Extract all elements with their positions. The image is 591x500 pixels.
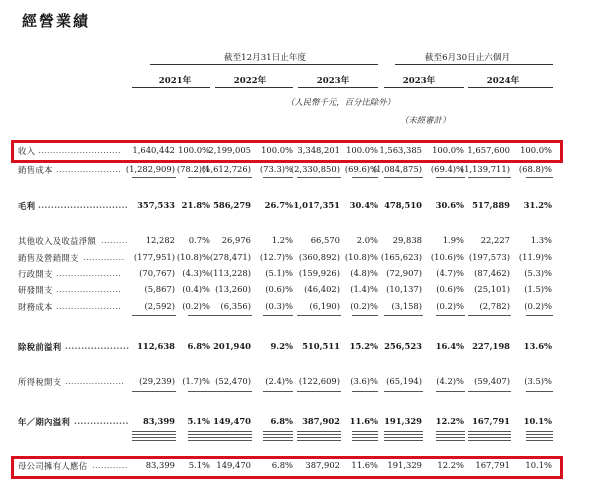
cell: 517,889 xyxy=(472,200,510,210)
cell: (4.3)% xyxy=(182,268,210,278)
cell: 149,470 xyxy=(213,416,251,426)
row-label: 年／期內溢利 xyxy=(18,417,71,427)
underline xyxy=(526,315,553,316)
cell: (278,471) xyxy=(209,252,251,262)
cell: (0.4)% xyxy=(182,284,210,294)
cell: 3,348,201 xyxy=(297,145,340,155)
cell: 478,510 xyxy=(384,200,422,210)
cell: 5.1% xyxy=(187,416,210,426)
underline xyxy=(436,177,465,178)
cell: (2,782) xyxy=(479,301,510,311)
cell: 1,657,600 xyxy=(467,145,510,155)
leader-dots: .................... xyxy=(65,376,125,386)
underline xyxy=(352,315,378,316)
cell: (197,573) xyxy=(468,252,510,262)
group-header-fiscal-year: 截至12月31日止年度 xyxy=(223,53,307,63)
underline xyxy=(468,177,511,178)
cell: (2,592) xyxy=(144,301,175,311)
cell: (6,356) xyxy=(220,301,251,311)
cell: (1.4)% xyxy=(350,284,378,294)
cell: (1,612,726) xyxy=(201,164,251,174)
cell: 12,282 xyxy=(145,235,175,245)
cell: (69.4)% xyxy=(430,164,464,174)
row-label: 銷售及營銷開支 xyxy=(18,253,79,263)
cell: 9.2% xyxy=(270,341,293,351)
cell: (1,139,711) xyxy=(460,164,510,174)
cell: (5.3)% xyxy=(524,268,552,278)
cell: 256,523 xyxy=(384,341,422,351)
double-underline xyxy=(132,437,176,441)
year-header-2023: 2023年 xyxy=(316,76,350,86)
cell: (5,867) xyxy=(144,284,175,294)
double-underline xyxy=(297,431,341,435)
cell: 30.6% xyxy=(435,200,464,210)
cell: 26,976 xyxy=(221,235,251,245)
cell: 1,640,442 xyxy=(132,145,175,155)
double-underline xyxy=(468,431,511,435)
cell: (122,609) xyxy=(298,376,340,386)
table-row-finance-costs xyxy=(0,301,591,313)
table-row-profit-for-period xyxy=(0,416,591,428)
cell: 149,470 xyxy=(216,460,251,470)
double-underline xyxy=(297,437,341,441)
cell: 0.7% xyxy=(188,235,210,245)
underline xyxy=(188,177,211,178)
row-label: 除稅前溢利 xyxy=(18,342,62,352)
cell: (0.2)% xyxy=(182,301,210,311)
double-underline xyxy=(526,437,553,441)
underline xyxy=(132,177,176,178)
cell: (6,190) xyxy=(309,301,340,311)
leader-dots: .............. xyxy=(83,252,125,262)
attributable-highlight-box xyxy=(11,456,563,479)
underline xyxy=(188,391,211,392)
cell: 66,570 xyxy=(310,235,340,245)
table-row-income-tax xyxy=(0,376,591,388)
cell: (177,951) xyxy=(133,252,175,262)
underline xyxy=(352,391,378,392)
year-header-2023-h1: 2023年 xyxy=(402,76,436,86)
underline xyxy=(526,391,553,392)
cell: 26.7% xyxy=(264,200,293,210)
row-label: 銷售成本 xyxy=(18,165,53,175)
leader-dots: ................. xyxy=(74,416,129,426)
cell: (0.2)% xyxy=(524,301,552,311)
cell: 10.1% xyxy=(523,416,552,426)
underline xyxy=(436,391,465,392)
cell: 2.0% xyxy=(356,235,378,245)
underline xyxy=(132,391,176,392)
cell: (1,084,875) xyxy=(372,164,422,174)
cell: 21.8% xyxy=(181,200,210,210)
year-rule-5 xyxy=(468,87,553,88)
cell: (68.8)% xyxy=(518,164,552,174)
underline xyxy=(210,391,252,392)
year-rule-2 xyxy=(215,87,293,88)
cell: (3.5)% xyxy=(524,376,552,386)
cell: 357,533 xyxy=(137,200,175,210)
underline xyxy=(436,315,465,316)
cell: 1,017,351 xyxy=(293,200,340,210)
underline xyxy=(132,315,176,316)
cell: 11.6% xyxy=(351,460,378,470)
cell: (165,623) xyxy=(380,252,422,262)
page-title: 經營業績 xyxy=(22,12,91,30)
year-header-2022: 2022年 xyxy=(233,76,267,86)
cell: 227,198 xyxy=(472,341,510,351)
double-underline xyxy=(352,431,378,435)
year-header-2024-h1: 2024年 xyxy=(486,76,520,86)
row-label: 母公司擁有人應佔 xyxy=(18,461,88,471)
leader-dots: .................... xyxy=(65,341,130,351)
cell: 6.8% xyxy=(271,460,293,470)
cell: (360,892) xyxy=(298,252,340,262)
cell: (72,907) xyxy=(386,268,422,278)
double-underline xyxy=(263,431,293,435)
cell: (159,926) xyxy=(298,268,340,278)
cell: 191,329 xyxy=(387,460,422,470)
leader-dots: ...................... xyxy=(56,268,122,278)
cell: (73.3)% xyxy=(259,164,293,174)
double-underline xyxy=(526,431,553,435)
row-label: 所得稅開支 xyxy=(18,377,62,387)
leader-dots: ...................... xyxy=(56,301,122,311)
cell: (87,462) xyxy=(474,268,510,278)
row-label: 財務成本 xyxy=(18,302,53,312)
cell: 10.1% xyxy=(525,460,552,470)
double-underline xyxy=(436,431,465,435)
cell: (10,137) xyxy=(386,284,422,294)
cell: (46,402) xyxy=(304,284,340,294)
table-row-profit-before-tax xyxy=(0,341,591,353)
double-underline xyxy=(210,431,252,435)
year-rule-3 xyxy=(298,87,378,88)
cell: 167,791 xyxy=(472,416,510,426)
cell: (70,767) xyxy=(139,268,175,278)
underline xyxy=(263,391,293,392)
cell: (113,228) xyxy=(209,268,251,278)
cell: 1.2% xyxy=(271,235,293,245)
double-underline xyxy=(132,431,176,435)
cell: 387,902 xyxy=(305,460,340,470)
row-label: 毛利 xyxy=(18,201,36,211)
underline xyxy=(210,315,252,316)
cell: (0.6)% xyxy=(436,284,464,294)
row-label: 其他收入及收益淨額 xyxy=(18,236,97,246)
cell: (65,194) xyxy=(386,376,422,386)
cell: (0.3)% xyxy=(265,301,293,311)
leader-dots: ............................ xyxy=(38,200,129,210)
cell: 11.6% xyxy=(349,416,378,426)
cell: (59,407) xyxy=(474,376,510,386)
cell: (2.4)% xyxy=(265,376,293,386)
cell: (4.7)% xyxy=(436,268,464,278)
underline xyxy=(384,177,423,178)
cell: (69.6)% xyxy=(344,164,378,174)
cell: (4.2)% xyxy=(436,376,464,386)
underline xyxy=(384,315,423,316)
table-row-admin-expenses xyxy=(0,268,591,280)
double-underline xyxy=(384,431,423,435)
cell: (10.6)% xyxy=(430,252,464,262)
row-label: 研發開支 xyxy=(18,285,53,295)
double-underline xyxy=(468,437,511,441)
cell: 1,563,385 xyxy=(379,145,422,155)
cell: 100.0% xyxy=(432,145,464,155)
underline xyxy=(468,391,511,392)
cell: (1,282,909) xyxy=(125,164,175,174)
cell: 31.2% xyxy=(523,200,552,210)
table-row-other-income xyxy=(0,235,591,247)
double-underline xyxy=(263,437,293,441)
cell: (3,158) xyxy=(391,301,422,311)
cell: (2,330,850) xyxy=(290,164,340,174)
underline xyxy=(526,177,553,178)
leader-dots: ......... xyxy=(101,235,128,245)
underline xyxy=(297,391,341,392)
table-row-selling-expenses xyxy=(0,252,591,264)
cell: (0.2)% xyxy=(350,301,378,311)
cell: 112,638 xyxy=(137,341,175,351)
cell: 22,227 xyxy=(480,235,510,245)
underline xyxy=(384,391,423,392)
year-rule-1 xyxy=(132,87,210,88)
group-rule-h1 xyxy=(395,64,553,65)
group-header-six-months: 截至6月30日止六個月 xyxy=(424,53,511,63)
cell: (10.8)% xyxy=(344,252,378,262)
year-rule-4 xyxy=(384,87,464,88)
cell: (52,470) xyxy=(215,376,251,386)
cell: 6.8% xyxy=(270,416,293,426)
cell: 5.1% xyxy=(188,460,210,470)
group-rule-fy xyxy=(150,64,378,65)
table-row-cost-of-sales xyxy=(0,164,591,176)
cell: 1.3% xyxy=(530,235,552,245)
cell: (11.9)% xyxy=(518,252,552,262)
cell: (4.8)% xyxy=(350,268,378,278)
cell: (78.2)% xyxy=(176,164,210,174)
cell: 13.6% xyxy=(523,341,552,351)
cell: 29,838 xyxy=(392,235,422,245)
underline xyxy=(297,315,341,316)
cell: 12.2% xyxy=(435,416,464,426)
cell: 83,399 xyxy=(145,460,175,470)
cell: 2,199,005 xyxy=(208,145,251,155)
underline xyxy=(263,315,293,316)
double-underline xyxy=(352,437,378,441)
row-label: 行政開支 xyxy=(18,269,53,279)
cell: 16.4% xyxy=(435,341,464,351)
cell: 100.0% xyxy=(346,145,378,155)
cell: 201,940 xyxy=(213,341,251,351)
cell: (1.7)% xyxy=(182,376,210,386)
double-underline xyxy=(436,437,465,441)
cell: (1.5)% xyxy=(524,284,552,294)
cell: (0.6)% xyxy=(265,284,293,294)
cell: (25,101) xyxy=(474,284,510,294)
cell: 100.0% xyxy=(261,145,293,155)
revenue-highlight-box xyxy=(11,140,563,163)
currency-note: （人民幣千元，百分比除外） xyxy=(286,97,395,107)
cell: 167,791 xyxy=(475,460,510,470)
cell: (0.2)% xyxy=(436,301,464,311)
cell: (5.1)% xyxy=(265,268,293,278)
cell: (13,260) xyxy=(215,284,251,294)
cell: 12.2% xyxy=(437,460,464,470)
underline xyxy=(468,315,511,316)
cell: 191,329 xyxy=(384,416,422,426)
underline xyxy=(297,177,341,178)
double-underline xyxy=(188,431,211,435)
cell: 586,279 xyxy=(213,200,251,210)
row-label: 收入 xyxy=(18,146,36,156)
cell: (29,239) xyxy=(139,376,175,386)
table-row-rd-expenses xyxy=(0,284,591,296)
double-underline xyxy=(188,437,211,441)
cell: 387,902 xyxy=(302,416,340,426)
cell: 30.4% xyxy=(349,200,378,210)
leader-dots: ...................... xyxy=(56,284,122,294)
underline xyxy=(352,177,378,178)
double-underline xyxy=(384,437,423,441)
leader-dots: ............ xyxy=(92,460,128,470)
cell: 1.9% xyxy=(442,235,464,245)
leader-dots: ............................ xyxy=(38,145,121,155)
cell: (3.6)% xyxy=(350,376,378,386)
underline xyxy=(188,315,211,316)
table-row-gross-profit xyxy=(0,200,591,212)
double-underline xyxy=(210,437,252,441)
cell: 510,511 xyxy=(302,341,340,351)
cell: 83,399 xyxy=(142,416,175,426)
leader-dots: ...................... xyxy=(56,164,122,174)
cell: 100.0% xyxy=(178,145,210,155)
cell: 15.2% xyxy=(349,341,378,351)
cell: (12.7)% xyxy=(259,252,293,262)
cell: 100.0% xyxy=(520,145,552,155)
underline xyxy=(263,177,293,178)
cell: 6.8% xyxy=(187,341,210,351)
underline xyxy=(210,177,252,178)
unaudited-note: （未經審計） xyxy=(400,115,451,125)
cell: (10.8)% xyxy=(176,252,210,262)
year-header-2021: 2021年 xyxy=(158,76,192,86)
